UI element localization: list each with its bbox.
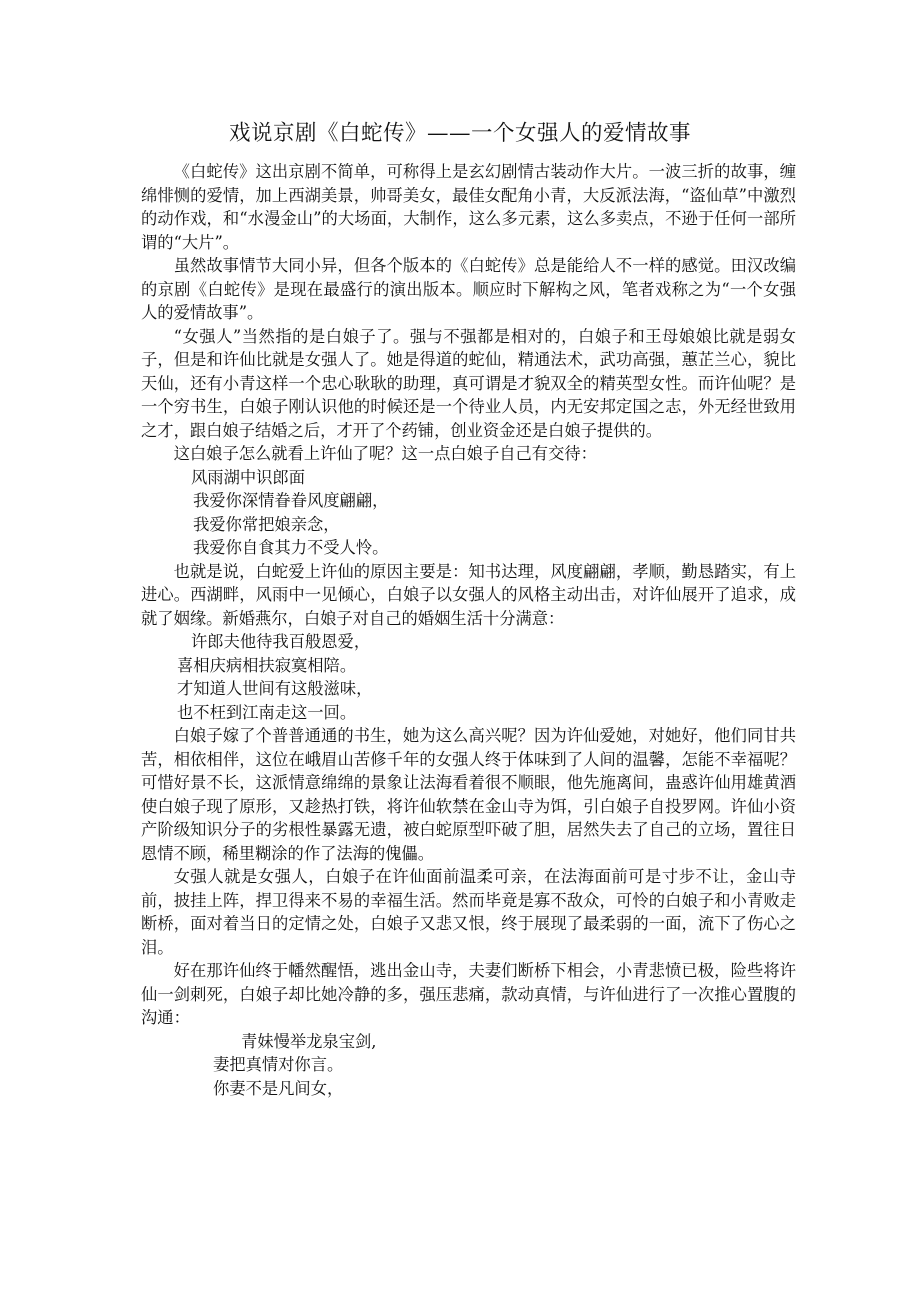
paragraph: 也就是说，白蛇爱上许仙的原因主要是：知书达理，风度翩翩，孝顺，勤恳踏实，有上进心。西湖畔，风雨中一见倾心，白娘子以女强人的风格主动出击，对许仙展开了追求，成就了姻缘。新婚燕尔，白娘子对自己的婚姻生活十分满意： <box>141 561 796 628</box>
verse-line: 我爱你自食其力不受人怜。 <box>193 538 389 557</box>
verse-line: 才知道人世间有这般滋味， <box>177 679 373 698</box>
verse-block <box>141 466 796 560</box>
verse-line: 许郎夫他待我百般恩爱， <box>191 632 371 651</box>
verse-block <box>141 630 796 724</box>
verse-line: 你妻不是凡间女， <box>213 1078 344 1098</box>
verse-line: 我爱你深情眷眷风度翩翩， <box>193 491 389 510</box>
paragraph: 好在那许仙终于幡然醒悟，逃出金山寺，夫妻们断桥下相会，小青悲愤已极，险些将许仙一剑刺死，白娘子却比她冷静的多，强压悲痛，款动真情，与许仙进行了一次推心置腹的沟通： <box>141 961 796 1027</box>
verse-line: 喜相庆病相扶寂寞相陪。 <box>177 655 357 675</box>
verse-line: 我爱你常把娘亲念， <box>193 514 340 534</box>
document-body <box>141 160 796 1100</box>
verse-block <box>141 1030 796 1101</box>
paragraph: 女强人就是女强人，白娘子在许仙面前温柔可亲，在法海面前可是寸步不让，金山寺前，披挂上阵，捍卫得来不易的幸福生活。然而毕竟是寡不敌众，可怜的白娘子和小青败走断桥，面对着当日的定情之处，白娘子又悲又恨，终于展现了最柔弱的一面，流下了伤心之泪。 <box>141 867 796 957</box>
paragraph: “女强人”当然指的是白娘子了。强与不强都是相对的，白娘子和王母娘娘比就是弱女子，但是和许仙比就是女强人了。她是得道的蛇仙，精通法术，武功高强，蕙芷兰心，貌比天仙，还有小青这样一个忠心耿耿的助理，真可谓是才貌双全的精英型女性。而许仙呢？是一个穷书生，白娘子刚认识他的时候还是一个待业人员，内无安邦定国之志，外无经世致用之才，跟白娘子结婚之后，才开了个药铺，创业资金还是白娘子提供的。 <box>141 326 796 440</box>
paragraph: 虽然故事情节大同小异，但各个版本的《白蛇传》总是能给人不一样的感觉。田汉改编的京剧《白蛇传》是现在最盛行的演出版本。顺应时下解构之风，笔者戏称之为“一个女强人的爱情故事”。 <box>141 256 796 322</box>
verse-line: 风雨湖中识郎面 <box>191 467 305 487</box>
paragraph: 这白娘子怎么就看上许仙了呢？这一点白娘子自己有交待： <box>173 444 597 463</box>
paragraph: 白娘子嫁了个普普通通的书生，她为这么高兴呢？因为许仙爱她，对她好，他们同甘共苦，相依相伴，这位在峨眉山苦修千年的女强人终于体味到了人间的温馨，怎能不幸福呢？可惜好景不长，这派情意绵绵的景象让法海看着很不顺眼，他先施离间，蛊惑许仙用雄黄酒使白娘子现了原形，又趁热打铁，将许仙软禁在金山寺为饵，引白娘子自投罗网。许仙小资产阶级知识分子的劣根性暴露无遗，被白蛇原型吓破了胆，居然失去了自己的立场，置往日恩情不顾，稀里糊涂的作了法海的傀儡。 <box>141 726 796 863</box>
verse-line: 青妹慢举龙泉宝剑, <box>241 1031 377 1051</box>
document-title: 戏说京剧《白蛇传》——一个女强人的爱情故事 <box>228 121 691 146</box>
verse-line: 妻把真情对你言。 <box>213 1055 344 1074</box>
paragraph: 《白蛇传》这出京剧不简单，可称得上是玄幻剧情古装动作大片。一波三折的故事，缠绵悱恻的爱情，加上西湖美景，帅哥美女，最佳女配角小青，大反派法海，“盗仙草”中激烈的动作戏，和“水漫金山”的大场面，大制作，这么多元素，这么多卖点，不逊于任何一部所谓的“大片”。 <box>141 162 796 252</box>
verse-line: 也不枉到江南走这一回。 <box>177 702 357 722</box>
